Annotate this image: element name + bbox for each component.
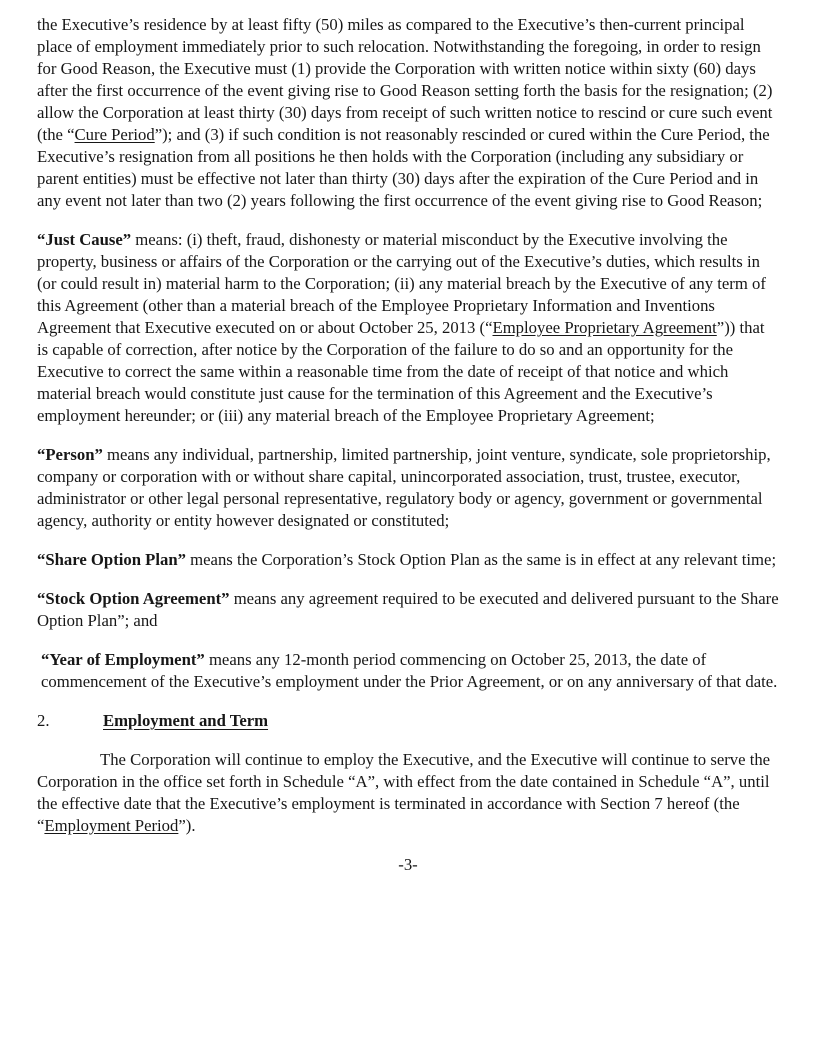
- section-heading-employment-and-term: [37, 710, 779, 732]
- defined-term-share-option-plan: “Share Option Plan”: [37, 550, 186, 569]
- defined-term-year-of-employment: “Year of Employment”: [41, 650, 205, 669]
- paragraph-text: means any 12-month period commencing on October 25, 2013, the date of commencement of the Executive’s employment under the Prior Agreement, or on any anniversary of that date.: [41, 650, 778, 691]
- paragraph-share-option-plan-definition: [37, 549, 779, 571]
- paragraph-employment-term-body: [37, 749, 779, 837]
- section-number: 2.: [37, 711, 50, 730]
- paragraph-text: ”).: [178, 816, 196, 835]
- paragraph-good-reason-continuation: [37, 14, 779, 212]
- paragraph-stock-option-agreement-definition: [37, 588, 779, 632]
- paragraph-year-of-employment-definition: [37, 649, 779, 693]
- paragraph-text: means any agreement required to be executed and delivered pursuant to the Share Option Plan”; and: [37, 589, 779, 630]
- defined-term-employee-proprietary-agreement: Employee Proprietary Agreement: [492, 318, 717, 337]
- paragraph-text: the Executive’s residence by at least fifty (50) miles as compared to the Executive’s then-current principal place of employment immediately prior to such relocation. Notwithstanding the foregoing, in order to resign for Good Reason, the Executive must (1) provide the Corporation with written notice within sixty (60) days after the first occurrence of the event giving rise to Good Reason setting forth the basis for the resignation; (2) allow the Corporation at least thirty (30) days from receipt of such written notice to rescind or cure such event (the “: [37, 15, 773, 144]
- paragraph-just-cause-definition: [37, 229, 779, 427]
- defined-term-employment-period: Employment Period: [44, 816, 179, 835]
- paragraph-text: means: (i) theft, fraud, dishonesty or material misconduct by the Executive involving the property, business or affairs of the Corporation or the carrying out of the Executive’s duties, which results in (or could result in) material harm to the Corporation; (ii) any material breach by the Executive of any term of this Agreement (other than a material breach of the Employee Proprietary Information and Inventions Agreement that Executive executed on or about October 25, 2013 (“: [37, 230, 766, 337]
- defined-term-person: “Person”: [37, 445, 103, 464]
- page-number: -3-: [398, 855, 418, 874]
- paragraph-text: ”); and (3) if such condition is not reasonably rescinded or cured within the Cure Period, the Executive’s resignation from all positions he then holds with the Corporation (including any subsidiary or parent entities) must be effective not later than thirty (30) days after the expiration of the Cure Period and in any event not later than two (2) years following the first occurrence of the event giving rise to Good Reason;: [37, 125, 770, 210]
- paragraph-person-definition: [37, 444, 779, 532]
- section-title: Employment and Term: [103, 711, 269, 730]
- defined-term-stock-option-agreement: “Stock Option Agreement”: [37, 589, 230, 608]
- paragraph-text: ”)) that is capable of correction, after notice by the Corporation of the failure to do so and an opportunity for the Executive to correct the same within a reasonable time from the date of receipt of that notice and which material breach would constitute just cause for the termination of this Agreement and the Executive’s employment hereunder; or (iii) any material breach of the Employee Proprietary Agreement;: [37, 318, 765, 425]
- paragraph-text: means any individual, partnership, limited partnership, joint venture, syndicate, sole proprietorship, company or corporation with or without share capital, unincorporated association, trust, trustee, executor, administrator or other legal personal representative, regulatory body or agency, government or governmental agency, authority or entity however designated or constituted;: [37, 445, 771, 530]
- paragraph-text: means the Corporation’s Stock Option Plan as the same is in effect at any relevant time;: [185, 550, 777, 569]
- defined-term-just-cause: “Just Cause”: [37, 230, 132, 249]
- paragraph-text: The Corporation will continue to employ the Executive, and the Executive will continue to serve the Corporation in the office set forth in Schedule “A”, with effect from the date contained in Schedule “A”, until the effective date that the Executive’s employment is terminated in accordance with Section 7 hereof (the “: [37, 750, 771, 835]
- defined-term-cure-period: Cure Period: [74, 125, 155, 144]
